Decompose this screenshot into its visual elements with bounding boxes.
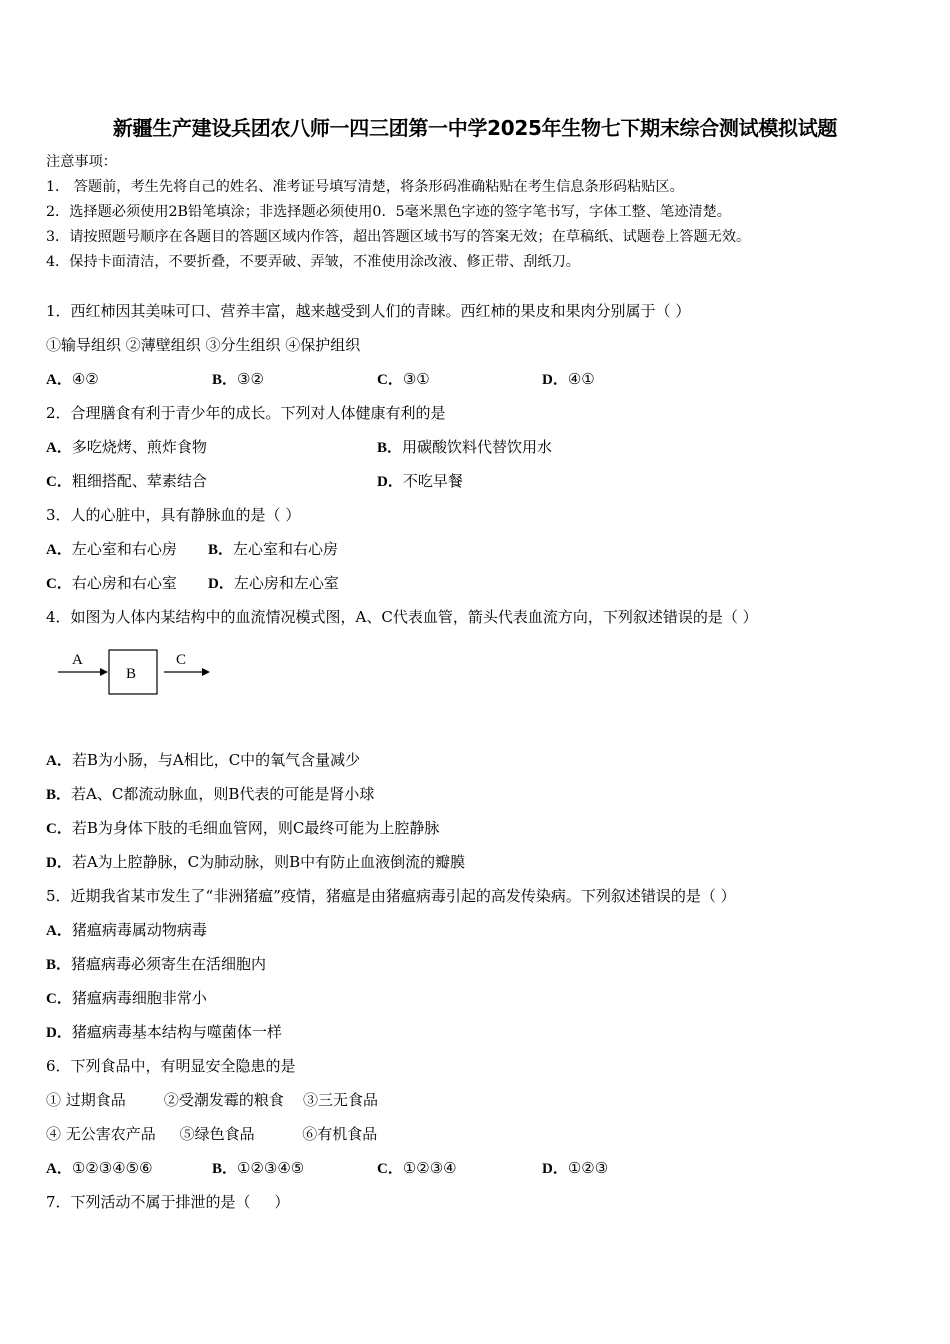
notice-heading: 注意事项： — [46, 154, 117, 170]
option-label: D． — [208, 576, 234, 592]
option-text: 猪瘟病毒细胞非常小 — [71, 989, 207, 1007]
question-6-sub-2: ④ 无公害农产品 ⑤绿色食品 ⑥有机食品 — [46, 1125, 378, 1143]
question-2-option-d — [377, 471, 463, 492]
question-2-stem: 2．合理膳食有利于青少年的成长。下列对人体健康有利的是 — [46, 404, 446, 422]
question-4-stem: 4．如图为人体内某结构中的血流情况模式图，A、C代表血管，箭头代表血流方向，下列叙述错误的是（ ） — [46, 608, 758, 626]
question-5-option-d — [46, 1022, 282, 1043]
question-3-option-a — [46, 539, 177, 560]
option-text: 左心房和左心室 — [233, 574, 339, 592]
question-2-option-b — [377, 437, 552, 458]
option-text: 猪瘟病毒必须寄生在活细胞内 — [71, 955, 267, 973]
option-label: B． — [212, 1161, 238, 1177]
option-text: 若B为小肠，与A相比，C中的氧气含量减少 — [71, 751, 361, 769]
question-2-option-c — [46, 471, 207, 492]
option-label: A． — [46, 372, 72, 388]
option-text: 用碳酸饮料代替饮用水 — [402, 438, 553, 456]
question-4-option-d — [46, 852, 465, 873]
question-1-option-a — [46, 369, 99, 390]
option-text: ③① — [402, 370, 430, 388]
option-label: B． — [208, 542, 234, 558]
option-text: ①②③④⑤ — [237, 1159, 305, 1177]
notice-item: 3．请按照题号顺序在各题目的答题区域内作答，超出答题区域书写的答案无效；在草稿纸、试题卷上答题无效。 — [46, 229, 751, 245]
option-text: ③② — [237, 370, 264, 388]
arrow-c-head-icon — [202, 668, 210, 676]
option-label: C． — [46, 991, 72, 1007]
option-label: D． — [46, 855, 72, 871]
option-text: 猪瘟病毒属动物病毒 — [71, 921, 207, 939]
structure-b-label: B — [126, 666, 137, 682]
question-6-option-a — [46, 1158, 153, 1179]
option-text: ④① — [567, 370, 595, 388]
question-4-option-b — [46, 784, 374, 805]
option-label: D． — [377, 474, 403, 490]
option-text: 若B为身体下肢的毛细血管网，则C最终可能为上腔静脉 — [71, 819, 440, 837]
question-5-option-a — [46, 920, 207, 941]
question-7-stem: 7．下列活动不属于排泄的是（ ） — [46, 1193, 290, 1211]
question-3-option-b — [208, 539, 338, 560]
question-3-option-c — [46, 573, 177, 594]
notice-item: 4．保持卡面清洁，不要折叠，不要弄破、弄皱，不准使用涂改液、修正带、刮纸刀。 — [46, 254, 580, 270]
option-text: 右心房和右心室 — [71, 574, 177, 592]
option-label: D． — [542, 372, 568, 388]
question-6-stem: 6．下列食品中，有明显安全隐患的是 — [46, 1057, 296, 1075]
option-text: ①②③④⑤⑥ — [71, 1159, 153, 1177]
option-label: C． — [377, 372, 403, 388]
blood-flow-diagram — [50, 648, 220, 698]
option-text: 多吃烧烤、煎炸食物 — [71, 438, 207, 456]
option-text: 粗细搭配、荤素结合 — [71, 472, 207, 490]
option-label: B． — [377, 440, 403, 456]
option-text: 左心室和右心房 — [233, 540, 339, 558]
option-text: 猪瘟病毒基本结构与噬菌体一样 — [71, 1023, 282, 1041]
question-5-option-c — [46, 988, 207, 1009]
question-4-option-a — [46, 750, 360, 771]
question-5-option-b — [46, 954, 266, 975]
question-5-stem: 5．近期我省某市发生了“非洲猪瘟”疫情，猪瘟是由猪瘟病毒引起的高发传染病。下列叙述错误的是（ ） — [46, 887, 736, 905]
option-text: 不吃早餐 — [402, 472, 463, 490]
exam-title: 新疆生产建设兵团农八师一四三团第一中学2025年生物七下期末综合测试模拟试题 — [112, 116, 838, 140]
option-text: ④② — [71, 370, 99, 388]
option-label: C． — [377, 1161, 403, 1177]
question-6-sub-1: ① 过期食品 ②受潮发霉的粮食 ③三无食品 — [46, 1091, 378, 1109]
option-text: ①②③ — [567, 1159, 609, 1177]
option-label: A． — [46, 542, 72, 558]
vessel-c-label: C — [176, 652, 187, 668]
question-1-option-c — [377, 369, 430, 390]
question-1-option-b — [212, 369, 264, 390]
option-text: 左心室和右心房 — [71, 540, 177, 558]
option-label: C． — [46, 821, 72, 837]
question-3-stem: 3．人的心脏中，具有静脉血的是（ ） — [46, 506, 301, 524]
option-text: 若A、C都流动脉血，则B代表的可能是肾小球 — [71, 785, 375, 803]
option-label: A． — [46, 1161, 72, 1177]
notice-item: 2．选择题必须使用2B铅笔填涂；非选择题必须使用0．5毫米黑色字迹的签字笔书写，字体工整、笔迹清楚。 — [46, 204, 731, 220]
option-label: A． — [46, 753, 72, 769]
question-6-option-d — [542, 1158, 608, 1179]
question-1-sub: ①输导组织 ②薄壁组织 ③分生组织 ④保护组织 — [46, 336, 361, 354]
option-label: A． — [46, 440, 72, 456]
option-label: B． — [46, 957, 72, 973]
option-label: D． — [542, 1161, 568, 1177]
vessel-a-label: A — [72, 652, 83, 668]
option-label: B． — [212, 372, 238, 388]
question-6-option-c — [377, 1158, 457, 1179]
option-label: D． — [46, 1025, 72, 1041]
question-3-option-d — [208, 573, 339, 594]
option-text: 若A为上腔静脉，C为肺动脉，则B中有防止血液倒流的瓣膜 — [71, 853, 466, 871]
question-1-stem: 1．西红柿因其美味可口、营养丰富，越来越受到人们的青睐。西红柿的果皮和果肉分别属于（ ） — [46, 302, 691, 320]
notice-item: 1． 答题前，考生先将自己的姓名、准考证号填写清楚，将条形码准确粘贴在考生信息条形码粘贴区。 — [46, 179, 684, 195]
option-text: ①②③④ — [402, 1159, 457, 1177]
arrow-a-head-icon — [100, 668, 108, 676]
question-4-option-c — [46, 818, 439, 839]
option-label: C． — [46, 576, 72, 592]
option-label: B． — [46, 787, 72, 803]
question-6-option-b — [212, 1158, 304, 1179]
option-label: A． — [46, 923, 72, 939]
question-1-option-d — [542, 369, 595, 390]
question-2-option-a — [46, 437, 207, 458]
option-label: C． — [46, 474, 72, 490]
